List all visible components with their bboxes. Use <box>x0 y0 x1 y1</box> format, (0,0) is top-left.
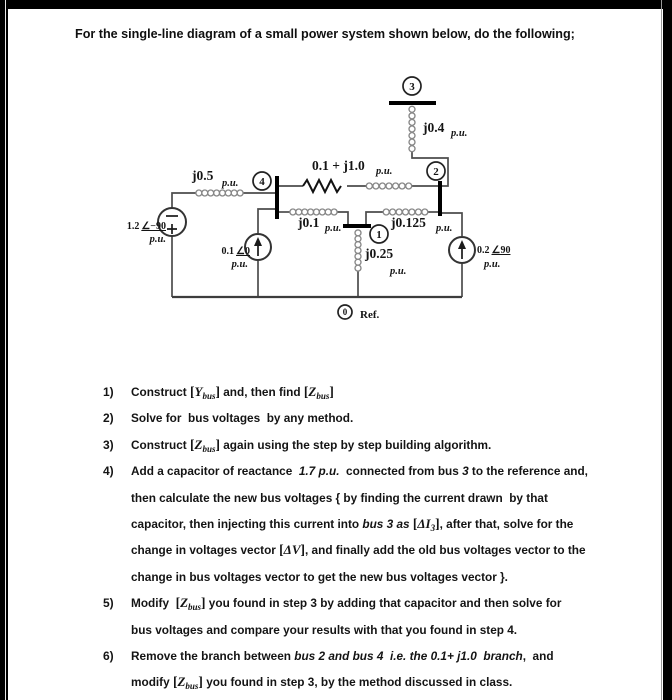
task-line <box>131 643 615 669</box>
bus-2-number: 2 <box>433 166 439 178</box>
task-segment: ] <box>435 516 440 531</box>
task-segment: ] <box>215 384 220 399</box>
task-segment: you found in step 3, by the method discussed in class. <box>202 675 513 690</box>
task-segment: ΔV <box>283 542 301 558</box>
task-number: 6) <box>103 648 114 663</box>
task-line <box>131 379 615 405</box>
task-segment: 3 <box>462 464 469 479</box>
task-segment: bus 2 and bus 4 i.e. the 0.1+ j1.0 branch <box>294 648 523 663</box>
task-segment: and, then find <box>219 385 304 399</box>
task-segment: bus <box>188 602 202 613</box>
task-segment: [ <box>279 542 284 558</box>
task-segment: Z <box>180 595 189 611</box>
bus-1-number: 1 <box>376 229 382 241</box>
task-number: 4) <box>103 464 114 479</box>
task-segment: Construct <box>131 437 190 452</box>
task-text <box>131 405 615 431</box>
task-segment: [ <box>175 595 181 611</box>
task-text <box>131 590 615 643</box>
task-line <box>131 564 615 590</box>
task-line <box>131 485 615 511</box>
bus-4-number: 4 <box>259 176 265 188</box>
label-current-source-bus2: 0.2 ∠90 <box>477 245 511 256</box>
task-segment: , and finally add the old bus voltages vector to the <box>305 543 586 558</box>
task-segment: Z <box>194 436 203 452</box>
current-source-bus2 <box>449 237 475 263</box>
label-j0point5-unit: p.u. <box>222 178 239 189</box>
task-segment: bus <box>202 443 216 454</box>
task-segment: bus <box>316 391 330 401</box>
reference-node <box>338 305 379 321</box>
task-item <box>103 458 615 590</box>
task-segment: Add a capacitor of reactance <box>131 464 299 479</box>
task-segment: connected from bus <box>339 464 463 479</box>
task-segment: ] <box>215 436 220 452</box>
label-current-source-bus4-unit: p.u. <box>231 259 248 270</box>
task-segment: to the reference and, <box>468 464 588 479</box>
label-j0point4-unit: p.u. <box>451 128 468 139</box>
task-segment: ] <box>300 542 305 558</box>
inductor-j0point5 <box>196 190 243 196</box>
task-segment: ] <box>198 674 203 690</box>
task-segment: Y <box>194 384 203 399</box>
task-segment: Z <box>177 674 186 690</box>
task-segment: Modify <box>131 596 176 611</box>
label-j0point25: j0.25 <box>365 246 394 261</box>
task-segment: [ <box>190 436 195 452</box>
task-text <box>131 458 615 590</box>
ref-label: Ref. <box>360 309 380 321</box>
task-segment: , and <box>522 648 554 663</box>
task-segment: change in voltages vector <box>131 543 280 558</box>
label-j0point125-unit: p.u. <box>436 223 453 234</box>
task-number: 1) <box>103 385 114 399</box>
task-item <box>103 379 615 405</box>
task-segment: Remove the branch between <box>131 648 295 663</box>
task-item <box>103 643 615 696</box>
task-segment: [ <box>190 384 195 399</box>
task-segment: again using the step by step building algorithm. <box>219 437 492 452</box>
label-j0point4: j0.4 <box>423 120 445 135</box>
inductor-line-4-2 <box>366 183 411 189</box>
task-segment: change in bus voltages vector to get the new bus voltages vector }. <box>131 569 508 584</box>
label-current-source-bus4: 0.1 ∠0 <box>221 246 250 257</box>
label-j0point125: j0.125 <box>391 215 426 230</box>
task-segment: bus 3 as <box>362 517 413 531</box>
resistor-line-4-2 <box>303 180 341 192</box>
task-list <box>103 379 615 696</box>
label-voltage-source: 1.2 ∠−90 <box>126 221 166 232</box>
task-number: 5) <box>103 596 114 611</box>
bus-node-1 <box>370 225 388 243</box>
task-item <box>103 405 615 431</box>
task-segment: you found in step 3 by adding that capacitor and then solve for <box>205 596 562 611</box>
task-line <box>131 511 615 537</box>
task-line <box>131 432 615 458</box>
bus-node-2 <box>427 162 445 180</box>
task-item <box>103 432 615 458</box>
task-line <box>131 590 615 616</box>
inductor-j0point4 <box>409 106 415 151</box>
label-j0point1: j0.1 <box>298 215 320 230</box>
task-segment: [ <box>412 516 418 531</box>
task-segment: [ <box>172 674 178 690</box>
task-segment: Solve for bus voltages by any method. <box>131 411 354 426</box>
task-segment: bus <box>185 681 199 692</box>
bus-node-4 <box>253 172 271 190</box>
task-segment: [ <box>303 384 309 399</box>
task-segment: Construct <box>131 385 190 399</box>
task-segment: then calculate the new bus voltages { by finding the current drawn by that <box>131 490 548 505</box>
task-segment: , after that, solve for the <box>439 517 574 531</box>
task-segment: bus voltages and compare your results with that you found in step 4. <box>131 622 518 637</box>
task-segment: ] <box>329 384 334 399</box>
bus-node-3 <box>403 77 421 95</box>
task-segment: modify <box>131 675 173 690</box>
task-segment: capacitor, then injecting this current into <box>131 517 363 531</box>
task-segment: Z <box>308 384 317 399</box>
task-item <box>103 590 615 643</box>
task-line <box>131 537 615 563</box>
task-segment: ΔI <box>417 516 431 531</box>
label-j0point5: j0.5 <box>192 168 214 183</box>
task-text <box>131 643 615 696</box>
label-line-4-2-unit: p.u. <box>376 166 393 177</box>
task-text <box>131 379 615 405</box>
task-line <box>131 617 615 643</box>
task-number: 2) <box>103 411 114 426</box>
label-voltage-source-unit: p.u. <box>149 234 166 245</box>
task-line <box>131 458 615 484</box>
task-segment: 3 <box>430 523 436 533</box>
label-j0point1-unit: p.u. <box>325 223 342 234</box>
task-line <box>131 405 615 431</box>
task-segment: bus <box>202 391 216 401</box>
task-number: 3) <box>103 437 114 452</box>
label-line-4-2: 0.1 + j1.0 <box>312 158 365 173</box>
inductor-j0point25 <box>355 230 361 271</box>
bus-3-number: 3 <box>409 81 415 93</box>
task-text <box>131 432 615 458</box>
task-segment: 1.7 p.u. <box>298 464 340 479</box>
task-line <box>131 669 615 695</box>
task-segment: ] <box>201 595 206 611</box>
page-title: For the single-line diagram of a small power system shown below, do the following; <box>75 27 575 41</box>
ref-node-number: 0 <box>342 307 348 317</box>
label-current-source-bus2-unit: p.u. <box>484 259 501 270</box>
label-j0point25-unit: p.u. <box>390 266 407 277</box>
